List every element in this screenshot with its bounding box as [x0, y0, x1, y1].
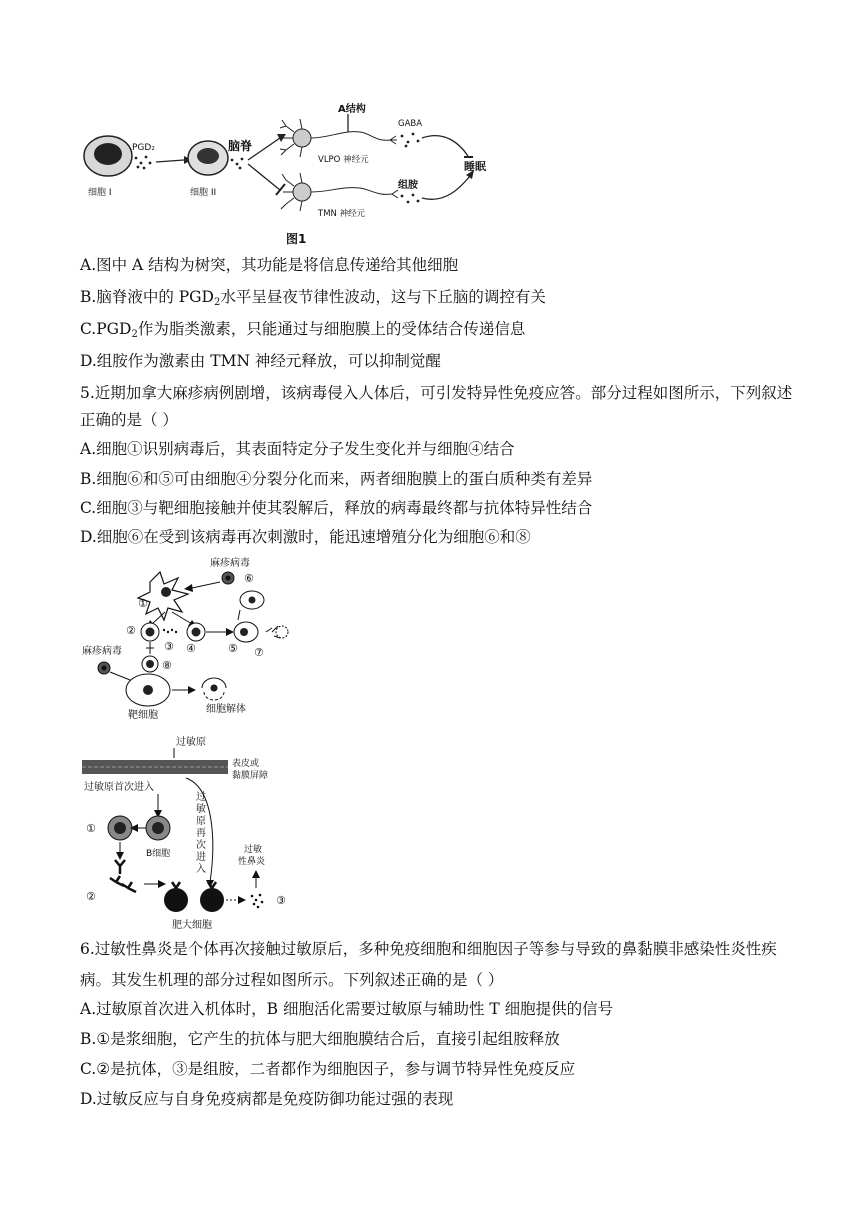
- csf-molecules: [231, 158, 244, 170]
- vlpo-label: VLPO 神经元: [318, 155, 369, 165]
- figure-1-sleep-diagram: [80, 100, 510, 248]
- n4-label: ④: [186, 642, 196, 655]
- histamine-dots: [251, 894, 264, 909]
- n1-label: ①: [138, 597, 148, 610]
- mast-cell-label: 肥大细胞: [172, 920, 212, 931]
- csf-label: 脑脊: [228, 139, 253, 153]
- figure-3-allergic-rhinitis: [80, 732, 300, 932]
- rhinitis-label-2: 性鼻炎: [238, 857, 266, 867]
- arrow-pgd2-to-cell2: [156, 160, 184, 162]
- mast-cell-2: [200, 882, 224, 912]
- n3-label: ③: [164, 640, 174, 653]
- q6-option-c: C.②是抗体，③是组胺，二者都作为细胞因子，参与调节特异性免疫反应: [80, 1060, 576, 1078]
- target-cell-label: 靶细胞: [128, 710, 158, 721]
- plasma-cell: [108, 816, 132, 840]
- re-entry-char: 过: [196, 792, 206, 803]
- virus-top-icon: [222, 572, 234, 584]
- q4-option-c-text-2: 作为脂类激素，只能通过与细胞膜上的受体结合传递信息: [137, 320, 526, 338]
- q6-option-b: B.①是浆细胞，它产生的抗体与肥大细胞膜结合后，直接引起组胺释放: [80, 1030, 560, 1048]
- q6-option-a: A.过敏原首次进入机体时，B 细胞活化需要过敏原与辅助性 T 细胞提供的信号: [80, 1000, 614, 1018]
- n2-label: ②: [126, 624, 136, 637]
- re-entry-char: 进: [196, 852, 206, 863]
- n8-label: ⑧: [162, 659, 172, 672]
- gaba-label: GABA: [398, 119, 423, 129]
- histamine-label: 组胺: [398, 180, 418, 191]
- q5-option-d: D.细胞⑥在受到该病毒再次刺激时，能迅速增殖分化为细胞⑥和⑧: [80, 528, 531, 546]
- re-entry-label: [196, 790, 206, 875]
- vlpo-neuron: [280, 114, 397, 157]
- cell-5-plasma: [234, 622, 258, 642]
- arrow-histamine-to-sleep: [422, 176, 470, 199]
- q5-option-a: A.细胞①识别病毒后，其表面特定分子发生变化并与细胞④结合: [80, 440, 515, 458]
- n3-label: ③: [276, 894, 286, 907]
- n1-label: ①: [86, 822, 96, 835]
- allergen-label: 过敏原: [176, 737, 206, 748]
- virus-top-label: 麻疹病毒: [210, 558, 250, 569]
- arrow-to-vlpo: [248, 138, 280, 160]
- mast-cell-1: [164, 882, 188, 912]
- a-structure-label: A结构: [338, 104, 366, 115]
- q4-option-b: [80, 286, 546, 314]
- q5-stem-line-2: 正确的是（ ）: [80, 411, 178, 429]
- n5-label: ⑤: [228, 642, 238, 655]
- q4-option-c: [80, 318, 525, 346]
- cell-1-label: 细胞 I: [88, 188, 112, 198]
- q4-option-b-text-1: B.脑脊液中的 PGD: [80, 288, 214, 306]
- tmn-label: TMN 神经元: [318, 209, 366, 219]
- cell-1-drawing: [84, 136, 132, 176]
- virus-left-icon: [98, 662, 110, 674]
- re-entry-char: 次: [196, 840, 206, 851]
- cell-8-cytotoxic-t: [142, 656, 158, 672]
- re-entry-char: 再: [196, 828, 206, 839]
- re-entry-char: 原: [196, 816, 206, 827]
- q4-option-a: A.图中 A 结构为树突，其功能是将信息传递给其他细胞: [80, 256, 459, 274]
- q4-option-c-text-1: C.PGD: [80, 320, 132, 338]
- antibody-icons: [110, 860, 136, 892]
- q4-option-d: D.组胺作为激素由 TMN 神经元释放，可以抑制觉醒: [80, 352, 441, 370]
- re-entry-char: 敏: [196, 804, 206, 815]
- q6-stem-line-1: 6.过敏性鼻炎是个体再次接触过敏原后，多种免疫细胞和细胞因子等参与导致的鼻黏膜非感染性炎性疾: [80, 940, 777, 958]
- n6-label: ⑥: [244, 572, 254, 585]
- q5-option-b: B.细胞⑥和⑤可由细胞④分裂分化而来，两者细胞膜上的蛋白质种类有差异: [80, 470, 593, 488]
- q5-option-c: C.细胞③与靶细胞接触并使其裂解后，释放的病毒最终都与抗体特异性结合: [80, 499, 593, 517]
- virus-left-label: 麻疹病毒: [82, 646, 122, 657]
- q4-option-b-text-2: 水平呈昼夜节律性波动，这与下丘脑的调控有关: [220, 288, 546, 306]
- cell-2-label: 细胞 II: [190, 188, 217, 198]
- q5-stem-line-1: 5.近期加拿大麻疹病例剧增，该病毒侵入人体后，可引发特异性免疫应答。部分过程如图所示，下列叙述: [80, 384, 793, 402]
- lysis-label: 细胞解体: [206, 704, 246, 715]
- antibody-virus-clump: [266, 626, 288, 638]
- inhibit-to-tmn: [248, 164, 280, 190]
- sleep-label: 睡眠: [464, 160, 486, 173]
- pgd2-molecules: [135, 156, 152, 170]
- barrier-layer: [82, 760, 228, 774]
- q6-stem-line-2: 病。其发生机理的部分过程如图所示。下列叙述正确的是（ ）: [80, 971, 504, 989]
- cell-2-helper-t: [141, 623, 159, 641]
- tmn-neuron: [281, 173, 398, 211]
- q4-option-b-subscript: 2: [213, 297, 221, 308]
- barrier-label-1: 表皮或: [232, 759, 260, 769]
- q6-option-d: D.过敏反应与自身免疫病都是免疫防御功能过强的表现: [80, 1090, 454, 1108]
- lysed-cell: [202, 678, 226, 700]
- figure-2-measles-immunity: [80, 552, 310, 722]
- pgd2-label: PGD₂: [132, 143, 155, 153]
- arrow-gaba-to-sleep: [422, 136, 468, 156]
- b-cell-label: B细胞: [146, 849, 171, 859]
- rhinitis-label-1: 过敏: [244, 845, 263, 855]
- q4-option-c-subscript: 2: [131, 329, 138, 340]
- cytokine-dots: [163, 629, 177, 633]
- n7-label: ⑦: [254, 646, 264, 659]
- barrier-label-2: 黏膜屏障: [232, 771, 269, 781]
- histamine-molecules: [401, 194, 420, 204]
- cell-2-drawing: [188, 141, 228, 175]
- cell-4-b-cell: [187, 623, 205, 641]
- first-entry-label: 过敏原首次进入: [84, 782, 154, 793]
- n2-label: ②: [86, 890, 96, 903]
- cell-6-memory: [240, 591, 264, 609]
- gaba-molecules: [401, 133, 420, 148]
- cell-1-apc: [138, 572, 188, 620]
- b-cell: [146, 816, 170, 840]
- figure-1-caption: 图1: [286, 232, 307, 246]
- target-cell: [126, 674, 170, 706]
- re-entry-char: 入: [196, 864, 206, 875]
